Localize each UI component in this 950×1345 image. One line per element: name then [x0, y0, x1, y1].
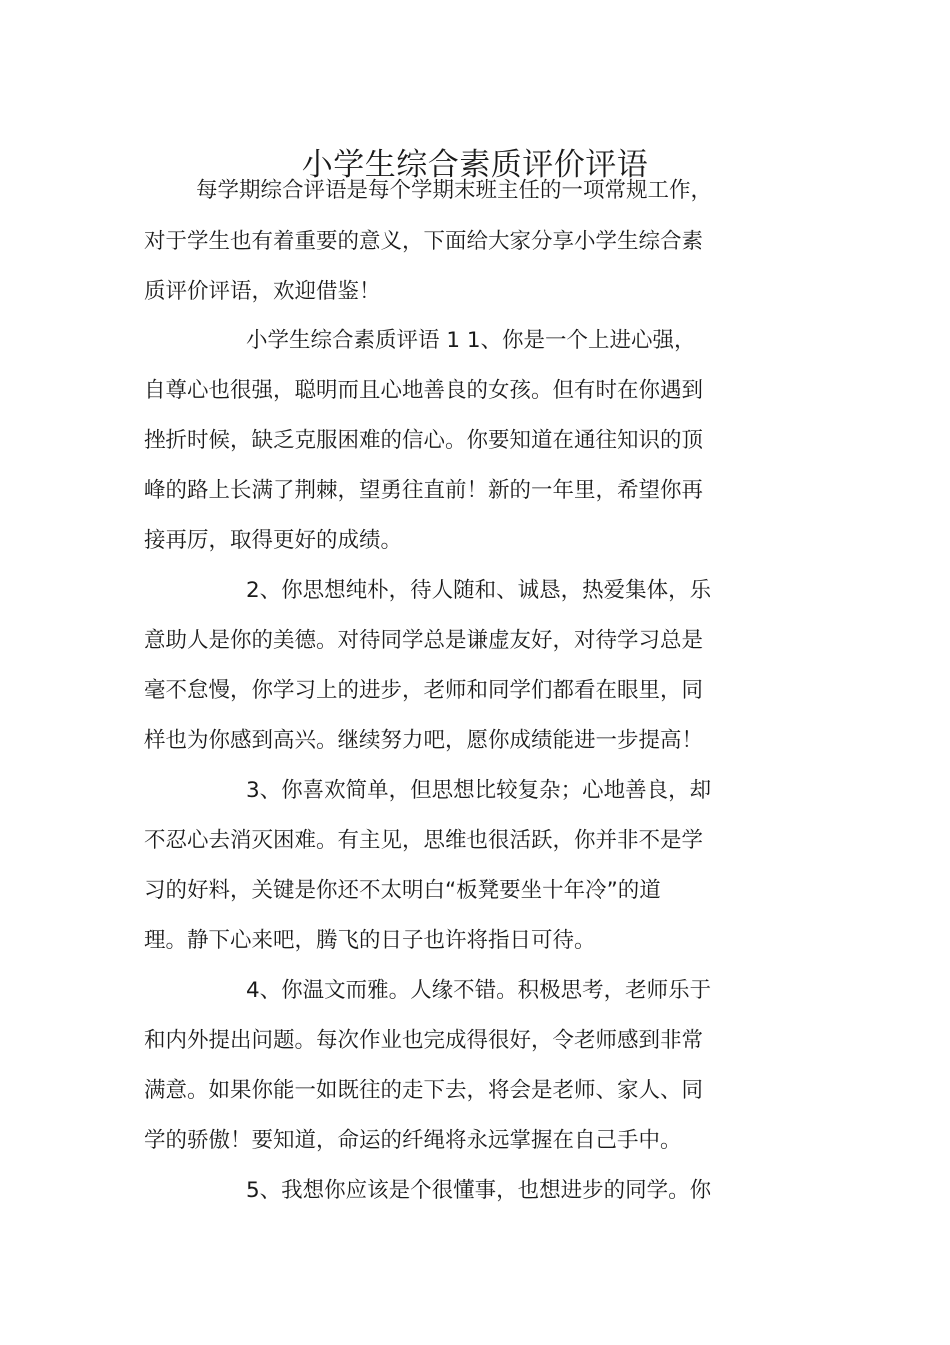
text-line: 4、你温文而雅。人缘不错。积极思考，老师乐于 — [246, 978, 712, 1003]
text-line: 5、我想你应该是个很懂事，也想进步的同学。你 — [246, 1178, 712, 1203]
text-line: 和内外提出问题。每次作业也完成得很好，令老师感到非常 — [144, 1028, 704, 1053]
text-line: 峰的路上长满了荆棘，望勇往直前！新的一年里，希望你再 — [144, 478, 704, 503]
text-line: 不忍心去消灭困难。有主见，思维也很活跃，你并非不是学 — [144, 828, 704, 853]
text-line: 挫折时候，缺乏克服困难的信心。你要知道在通往知识的顶 — [144, 428, 704, 453]
text-line: 意助人是你的美德。对待同学总是谦虚友好，对待学习总是 — [144, 628, 704, 653]
text-line: 质评价评语，欢迎借鉴！ — [144, 279, 381, 304]
page-title: 小学生综合素质评价评语 — [301, 146, 649, 183]
text-line: 每学期综合评语是每个学期末班主任的一项常规工作， — [196, 178, 713, 203]
text-line: 自尊心也很强，聪明而且心地善良的女孩。但有时在你遇到 — [144, 378, 704, 403]
text-line: 毫不怠慢，你学习上的进步，老师和同学们都看在眼里，同 — [144, 678, 704, 703]
text-line: 习的好料，关键是你还不太明白“板凳要坐十年冷”的道 — [144, 878, 661, 903]
text-line: 满意。如果你能一如既往的走下去，将会是老师、家人、同 — [144, 1078, 704, 1103]
text-line: 3、你喜欢简单，但思想比较复杂；心地善良，却 — [246, 778, 712, 803]
text-line: 学的骄傲！要知道，命运的纤绳将永远掌握在自己手中。 — [144, 1128, 682, 1153]
text-line: 对于学生也有着重要的意义，下面给大家分享小学生综合素 — [144, 229, 704, 254]
text-line: 样也为你感到高兴。继续努力吧，愿你成绩能进一步提高！ — [144, 728, 704, 753]
text-line: 理。静下心来吧，腾飞的日子也许将指日可待。 — [144, 928, 596, 953]
text-line: 接再厉，取得更好的成绩。 — [144, 528, 403, 553]
text-line: 2、你思想纯朴，待人随和、诚恳，热爱集体，乐 — [246, 578, 712, 603]
text-line: 小学生综合素质评语 1 1、你是一个上进心强， — [246, 328, 696, 353]
